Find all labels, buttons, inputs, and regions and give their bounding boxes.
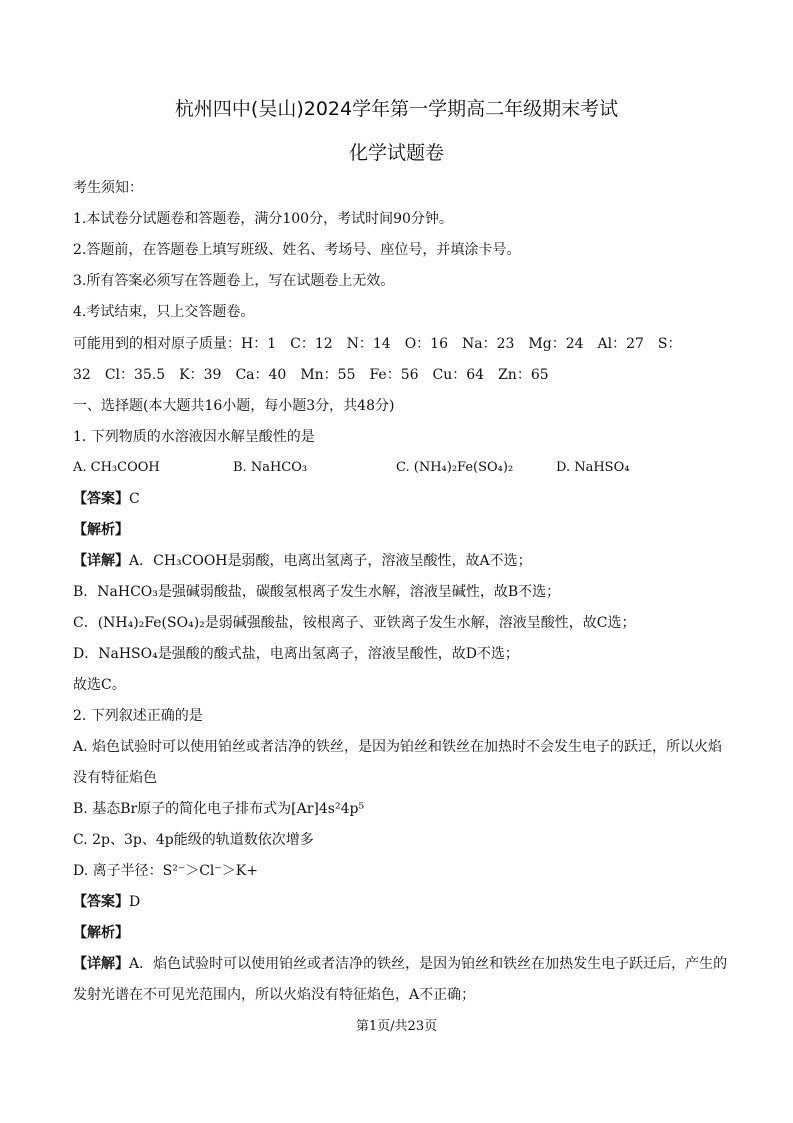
atomic-mass-line-2: 32 Cl：35.5 K：39 Ca：40 Mn：55 Fe：56 Cu：64 Zn：65 — [73, 367, 549, 383]
q2-detail-2: 发射光谱在不可见光范围内，所以火焰没有特征焰色，A不正确； — [73, 987, 476, 1003]
q1-detail-tag: 【详解】 — [73, 553, 129, 569]
q1-detail-text-1: A．CH₃COOH是弱酸，电离出氢离子，溶液呈酸性，故A不选； — [129, 553, 532, 569]
q1-stem: 1. 下列物质的水溶液因水解呈酸性的是 — [73, 429, 315, 445]
q1-detail-1 — [73, 552, 532, 570]
q1-answer-tag: 【答案】 — [73, 491, 129, 507]
q1-detail-2: B．NaHCO₃是强碱弱酸盐，碳酸氢根离子发生水解，溶液呈碱性，故B不选； — [73, 584, 561, 600]
q2-option-a: A. 焰色试验时可以使用铂丝或者洁净的铁丝，是因为铂丝和铁丝在加热时不会发生电子的跃迁，所以火焰 — [73, 739, 723, 755]
q2-option-d: D. 离子半径：S²⁻＞Cl⁻＞K+ — [73, 863, 258, 879]
section-heading: 一、选择题(本大题共16小题，每小题3分，共48分) — [73, 398, 395, 414]
q2-analysis-tag: 【解析】 — [73, 925, 129, 941]
q2-option-b: B. 基态Br原子的简化电子排布式为[Ar]4s²4p⁵ — [73, 801, 365, 817]
notice-item-2: 2.答题前，在答题卷上填写班级、姓名、考场号、座位号，并填涂卡号。 — [73, 242, 521, 258]
q2-detail-1 — [73, 955, 727, 973]
q2-answer-value: D — [129, 894, 141, 910]
page-number: 第1页/共23页 — [355, 1019, 438, 1034]
notice-item-1: 1.本试卷分试题卷和答题卷，满分100分，考试时间90分钟。 — [73, 211, 453, 227]
q1-option-c: C. (NH₄)₂Fe(SO₄)₂ — [396, 460, 514, 475]
q2-detail-text-1: A．焰色试验时可以使用铂丝或者洁净的铁丝，是因为铂丝和铁丝在加热发生电子跃迁后，产生的 — [129, 956, 728, 972]
q1-option-a: A. CH₃COOH — [73, 460, 160, 475]
q2-answer-tag: 【答案】 — [73, 894, 129, 910]
notice-heading: 考生须知： — [73, 180, 143, 196]
q1-answer-value: C — [129, 491, 140, 507]
q2-option-a-cont: 没有特征焰色 — [73, 770, 157, 786]
q2-stem: 2. 下列叙述正确的是 — [73, 708, 203, 724]
q1-answer — [73, 490, 140, 508]
q1-option-b: B. NaHCO₃ — [233, 460, 308, 475]
exam-subtitle: 化学试题卷 — [348, 142, 444, 164]
q1-option-d: D. NaHSO₄ — [556, 460, 630, 475]
notice-item-3: 3.所有答案必须写在答题卷上，写在试题卷上无效。 — [73, 273, 395, 289]
notice-item-4: 4.考试结束，只上交答题卷。 — [73, 304, 255, 320]
q1-detail-4: D．NaHSO₄是强酸的酸式盐，电离出氢离子，溶液呈酸性，故D不选； — [73, 646, 519, 662]
q1-detail-5: 故选C。 — [73, 677, 126, 693]
q2-option-c: C. 2p、3p、4p能级的轨道数依次增多 — [73, 832, 314, 848]
q2-detail-tag: 【详解】 — [73, 956, 129, 972]
q1-analysis-tag: 【解析】 — [73, 522, 129, 538]
atomic-mass-line-1: 可能用到的相对原子质量：H：1 C：12 N：14 O：16 Na：23 Mg：24 Al：27 S： — [73, 336, 682, 352]
q1-detail-3: C．(NH₄)₂Fe(SO₄)₂是弱碱强酸盐，铵根离子、亚铁离子发生水解，溶液呈酸性，故C选； — [73, 615, 636, 631]
exam-title: 杭州四中(吴山)2024学年第一学期高二年级期末考试 — [174, 98, 619, 120]
q2-answer — [73, 893, 140, 911]
